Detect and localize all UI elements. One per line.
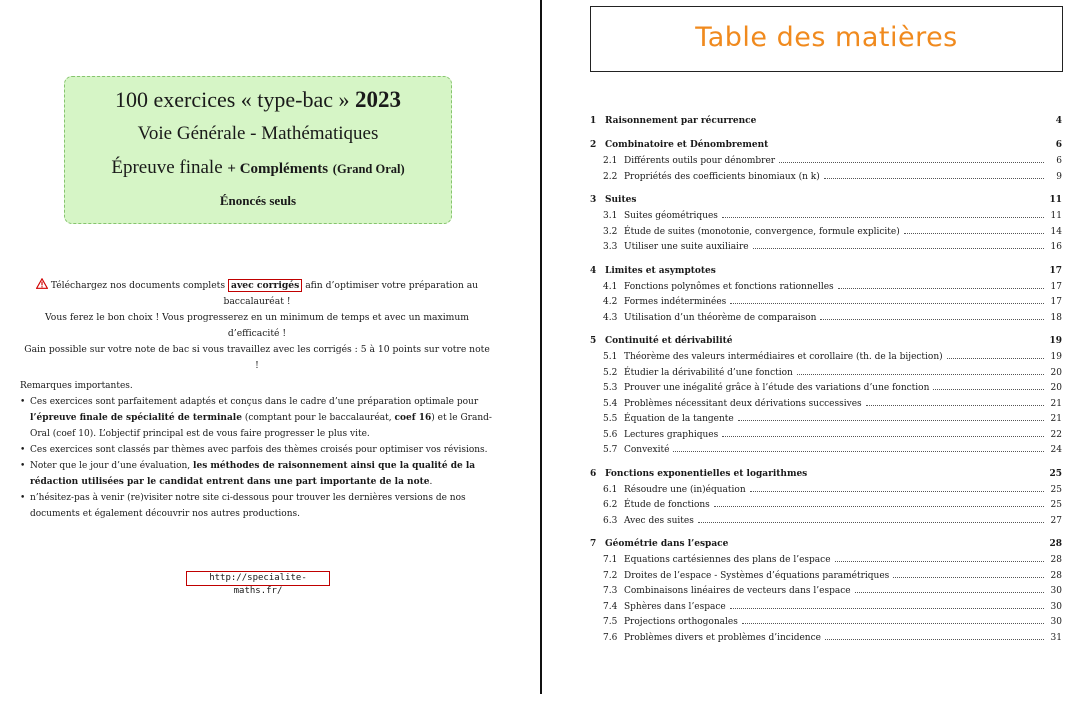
- subsection-page: 20: [1050, 383, 1062, 393]
- subsection-title: Droites de l’espace - Systèmes d’équations paramétriques: [624, 571, 893, 581]
- toc-section-heading[interactable]: [590, 539, 1062, 555]
- subsection-number: 7.1: [603, 555, 618, 565]
- subsection-title: Suites géométriques: [624, 211, 722, 221]
- toc-subsection-entry[interactable]: [590, 414, 1062, 430]
- subsection-number: 7.4: [603, 601, 618, 612]
- toc-subsection-entry[interactable]: [590, 282, 1062, 298]
- dot-leader: [933, 389, 1044, 390]
- section-page: 17: [1049, 265, 1062, 276]
- subsection-page: 30: [1050, 617, 1062, 627]
- subsection-title: Équation de la tangente: [624, 414, 738, 424]
- section-number: 6: [590, 468, 597, 479]
- toc-section: [590, 336, 1062, 461]
- subsection-page: 30: [1050, 586, 1062, 596]
- promo-line-3: Gain possible sur votre note de bac si vous travaillez avec les corrigés : 5 à 10 points sur votre note !: [24, 344, 490, 371]
- subsection-page: 20: [1050, 367, 1062, 378]
- section-title: Géométrie dans l’espace: [605, 539, 729, 549]
- toc-section-heading[interactable]: [590, 140, 1062, 156]
- dot-leader: [779, 162, 1044, 163]
- toc-subsection-entry[interactable]: [590, 211, 1062, 227]
- dot-leader: [722, 217, 1044, 218]
- remark-item: • Noter que le jour d’une évaluation, les méthodes de raisonnement ainsi que la qualité de la rédaction utilisées par le candidat entrent dans une part importante de la note.: [30, 458, 500, 490]
- section-number: 4: [590, 265, 597, 276]
- subsection-title: Combinaisons linéaires de vecteurs dans l’espace: [624, 586, 855, 596]
- toc-section: [590, 469, 1062, 532]
- left-page: [0, 0, 540, 704]
- section-page: 11: [1049, 195, 1062, 205]
- dot-leader: [820, 319, 1044, 320]
- toc-subsection-entry[interactable]: [590, 242, 1062, 258]
- toc-section: [590, 266, 1062, 329]
- dot-leader: [825, 639, 1044, 640]
- dot-leader: [714, 506, 1044, 507]
- promo-block: [24, 278, 490, 374]
- toc-subsection-entry[interactable]: [590, 485, 1062, 501]
- main-title: 100 exercices « type-bac » 2023: [114, 87, 402, 112]
- toc-section-heading[interactable]: [590, 266, 1062, 282]
- section-number: 2: [590, 140, 597, 150]
- toc-subsection-entry[interactable]: [590, 516, 1062, 532]
- subsection-page: 17: [1050, 297, 1062, 307]
- table-of-contents: [590, 116, 1062, 656]
- section-page: 19: [1049, 336, 1062, 346]
- subsection-number: 4.1: [603, 281, 618, 292]
- section-title: Fonctions exponentielles et logarithmes: [605, 468, 808, 479]
- statements-only-label: Énoncés seuls: [219, 193, 297, 208]
- subsection-page: 14: [1050, 226, 1062, 237]
- dot-leader: [824, 178, 1044, 179]
- subsection-title: Problèmes divers et problèmes d’incidence: [624, 633, 825, 643]
- dot-leader: [673, 451, 1044, 452]
- toc-subsection-entry[interactable]: [590, 172, 1062, 188]
- subsection-page: 28: [1050, 555, 1062, 565]
- subsection-title: Étude de suites (monotonie, convergence, formule explicite): [624, 227, 904, 237]
- subsection-title: Problèmes nécessitant deux dérivations successives: [624, 399, 866, 409]
- dot-leader: [742, 623, 1044, 624]
- with-corrections-highlight: avec corrigés: [228, 279, 302, 292]
- warning-icon: [36, 278, 48, 289]
- subsection-page: 18: [1050, 312, 1062, 323]
- subsection-page: 17: [1050, 281, 1062, 292]
- section-title: Continuité et dérivabilité: [605, 336, 733, 346]
- toc-subsection-entry[interactable]: [590, 500, 1062, 516]
- subsection-number: 7.2: [603, 570, 618, 581]
- subsection-title: Propriétés des coefficients binomiaux (n k): [624, 172, 824, 182]
- subsection-number: 2.1: [603, 156, 618, 166]
- toc-title: Table des matières: [695, 22, 958, 53]
- subsection-title: Étude de fonctions: [624, 500, 714, 510]
- subsection-title: Formes indéterminées: [624, 297, 730, 307]
- toc-title-box: [590, 6, 1063, 72]
- subsection-title: Différents outils pour dénombrer: [624, 156, 779, 166]
- toc-section-heading[interactable]: [590, 195, 1062, 211]
- toc-subsection-entry[interactable]: [590, 352, 1062, 368]
- subsection-title: Projections orthogonales: [624, 617, 742, 627]
- subsection-number: 2.2: [603, 171, 618, 182]
- toc-subsection-entry[interactable]: [590, 586, 1062, 602]
- subsection-page: 21: [1050, 398, 1062, 409]
- toc-subsection-entry[interactable]: [590, 297, 1062, 313]
- subsection-page: 25: [1050, 484, 1062, 495]
- dot-leader: [730, 608, 1044, 609]
- subsection-page: 19: [1050, 352, 1062, 362]
- subsection-title: Prouver une inégalité grâce à l’étude des variations d’une fonction: [624, 383, 933, 393]
- dot-leader: [947, 358, 1044, 359]
- subsection-number: 3.1: [603, 211, 618, 221]
- section-number: 7: [590, 539, 597, 549]
- toc-section: [590, 539, 1062, 648]
- section-page: 4: [1055, 116, 1062, 126]
- subsection-number: 7.3: [603, 586, 618, 596]
- section-number: 3: [590, 195, 597, 205]
- dot-leader: [722, 436, 1044, 437]
- subsection-number: 5.1: [603, 352, 618, 362]
- toc-section-heading[interactable]: [590, 336, 1062, 352]
- remark-item: • Ces exercices sont parfaitement adaptés et conçus dans le cadre d’une préparation optimale pour l’épreuve finale de spécialité de terminale (comptant pour le baccalauréat, coef 16) et le Grand-Oral (coef 10). L’objectif principal est de vous faire progresser le plus vite.: [30, 394, 500, 442]
- toc-subsection-entry[interactable]: [590, 571, 1062, 587]
- toc-section-heading[interactable]: [590, 469, 1062, 485]
- toc-section-heading[interactable]: [590, 116, 1062, 132]
- promo-line-2: Vous ferez le bon choix ! Vous progresserez en un minimum de temps et avec un maximum d’efficacité !: [45, 312, 469, 339]
- toc-subsection-entry[interactable]: [590, 383, 1062, 399]
- toc-subsection-entry[interactable]: [590, 617, 1062, 633]
- dot-leader: [698, 522, 1044, 523]
- remarks-block: [20, 378, 500, 522]
- toc-subsection-entry[interactable]: [590, 555, 1062, 571]
- subsection-page: 27: [1050, 515, 1062, 526]
- site-link[interactable]: http://specialite-maths.fr/: [186, 571, 330, 586]
- title-box: [64, 76, 452, 224]
- subsection-title: Convexité: [624, 445, 673, 455]
- subsection-title: Equations cartésiennes des plans de l’espace: [624, 555, 835, 565]
- subsection-page: 16: [1050, 242, 1062, 252]
- title-year: 2023: [355, 87, 402, 112]
- subsection-title: Avec des suites: [624, 516, 698, 526]
- section-number: 5: [590, 336, 597, 346]
- subsection-number: 7.6: [603, 632, 618, 643]
- subsection-number: 5.5: [603, 414, 618, 424]
- subsection-title: Sphères dans l’espace: [624, 602, 730, 612]
- dot-leader: [893, 577, 1044, 578]
- section-page: 25: [1049, 468, 1062, 479]
- subsection-number: 4.2: [603, 297, 618, 307]
- remark-item: • Ces exercices sont classés par thèmes avec parfois des thèmes croisés pour optimiser vos révisions.: [30, 442, 500, 458]
- dot-leader: [904, 233, 1044, 234]
- subsection-number: 3.3: [603, 242, 618, 252]
- dot-leader: [797, 374, 1044, 375]
- dot-leader: [866, 405, 1044, 406]
- toc-subsection-entry[interactable]: [590, 227, 1062, 243]
- section-title: Limites et asymptotes: [605, 265, 716, 276]
- subsection-number: 6.3: [603, 515, 618, 526]
- subtitle: Voie Générale - Mathématiques: [137, 123, 379, 144]
- toc-subsection-entry[interactable]: [590, 313, 1062, 329]
- remark-item: • n’hésitez-pas à venir (re)visiter notre site ci-dessous pour trouver les dernières versions de nos documents et également découvrir nos autres productions.: [30, 490, 500, 522]
- remarks-list: [20, 394, 500, 522]
- toc-section: [590, 195, 1062, 258]
- subsection-page: 9: [1056, 171, 1062, 182]
- toc-subsection-entry[interactable]: [590, 602, 1062, 618]
- dot-leader: [750, 491, 1044, 492]
- dot-leader: [855, 592, 1044, 593]
- subsection-page: 31: [1050, 632, 1062, 643]
- subsection-page: 28: [1050, 570, 1062, 581]
- toc-subsection-entry[interactable]: [590, 368, 1062, 384]
- dot-leader: [738, 420, 1044, 421]
- subsection-number: 6.1: [603, 484, 618, 495]
- subsection-page: 30: [1050, 601, 1062, 612]
- subsection-title: Résoudre une (in)équation: [624, 485, 750, 495]
- subsection-title: Utilisation d’un théorème de comparaison: [624, 313, 820, 323]
- toc-subsection-entry[interactable]: [590, 430, 1062, 446]
- toc-subsection-entry[interactable]: [590, 633, 1062, 649]
- section-title: Suites: [605, 195, 637, 205]
- subsection-number: 5.6: [603, 429, 618, 440]
- section-number: 1: [590, 116, 597, 126]
- toc-section: [590, 116, 1062, 132]
- exam-line: Épreuve finale + Compléments (Grand Oral): [111, 157, 405, 178]
- subsection-page: 22: [1050, 429, 1062, 440]
- section-title: Combinatoire et Dénombrement: [605, 140, 769, 150]
- subsection-page: 11: [1050, 211, 1062, 221]
- dot-leader: [753, 248, 1044, 249]
- toc-subsection-entry[interactable]: [590, 445, 1062, 461]
- subsection-number: 5.4: [603, 398, 618, 409]
- subsection-number: 4.3: [603, 312, 618, 323]
- subsection-title: Étudier la dérivabilité d’une fonction: [624, 368, 797, 378]
- subsection-number: 6.2: [603, 500, 618, 510]
- promo-line-1: Téléchargez nos documents complets avec corrigés afin d’optimiser votre préparation au baccalauréat !: [24, 278, 490, 310]
- subsection-number: 7.5: [603, 617, 618, 627]
- subsection-title: Théorème des valeurs intermédiaires et corollaire (th. de la bijection): [624, 352, 947, 362]
- section-page: 6: [1055, 140, 1062, 150]
- section-page: 28: [1049, 539, 1062, 549]
- right-page: [542, 0, 1084, 704]
- dot-leader: [730, 303, 1044, 304]
- subsection-number: 5.3: [603, 383, 618, 393]
- dot-leader: [835, 561, 1044, 562]
- toc-section: [590, 140, 1062, 187]
- subsection-page: 24: [1050, 445, 1062, 455]
- section-title: Raisonnement par récurrence: [605, 116, 757, 126]
- subsection-number: 3.2: [603, 226, 618, 237]
- subsection-page: 6: [1056, 156, 1062, 166]
- remarks-heading: Remarques importantes.: [20, 381, 133, 391]
- subsection-number: 5.2: [603, 367, 618, 378]
- dot-leader: [838, 288, 1044, 289]
- toc-subsection-entry[interactable]: [590, 156, 1062, 172]
- subsection-title: Fonctions polynômes et fonctions rationnelles: [624, 282, 838, 292]
- subsection-title: Lectures graphiques: [624, 430, 722, 440]
- subsection-page: 21: [1050, 414, 1062, 424]
- toc-subsection-entry[interactable]: [590, 399, 1062, 415]
- subsection-title: Utiliser une suite auxiliaire: [624, 242, 753, 252]
- subsection-number: 5.7: [603, 445, 618, 455]
- subsection-page: 25: [1050, 500, 1062, 510]
